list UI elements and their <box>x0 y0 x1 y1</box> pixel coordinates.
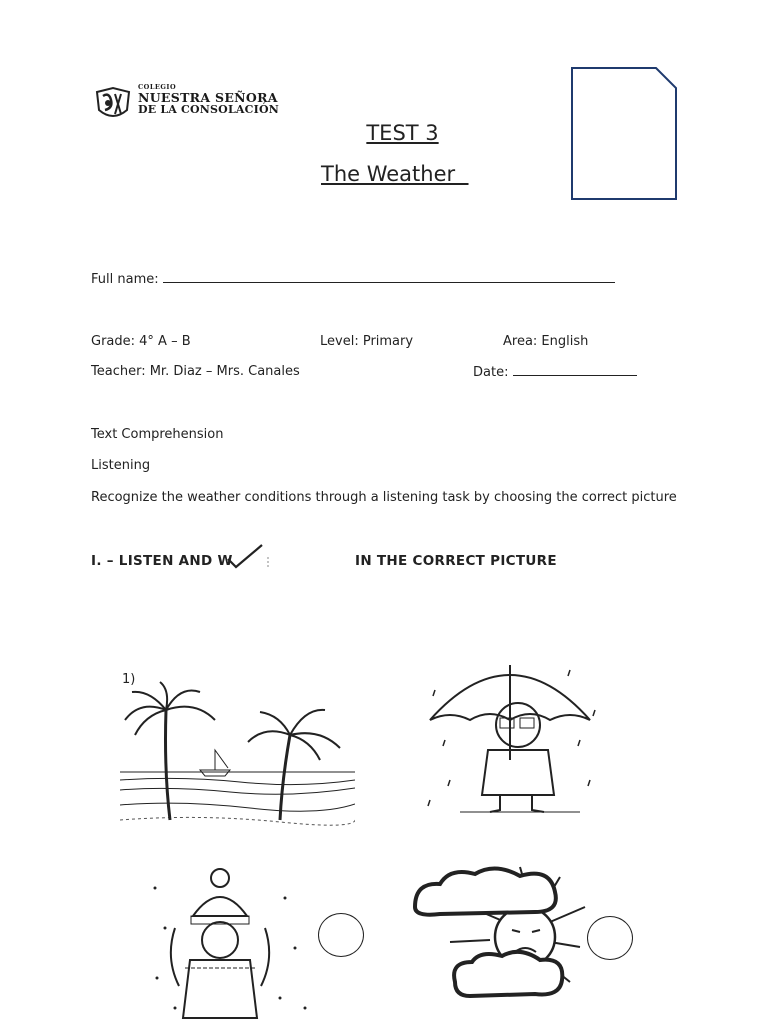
date-field[interactable] <box>473 364 637 380</box>
area-text: Area: English <box>503 334 589 349</box>
full-name-field[interactable] <box>91 271 615 287</box>
date-line[interactable] <box>513 364 637 376</box>
full-name-line[interactable] <box>163 271 615 283</box>
snowy-winter-picture[interactable] <box>145 868 325 1024</box>
school-name-line1: COLEGIO <box>138 83 177 91</box>
school-name <box>138 84 279 115</box>
section1-instruction-left: I. – LISTEN AND W <box>91 553 233 569</box>
school-crest-icon <box>91 84 133 124</box>
check-mark-icon <box>224 543 274 571</box>
grade-text: Grade: 4° A – B <box>91 334 191 349</box>
rainy-umbrella-picture[interactable] <box>420 650 605 820</box>
school-name-line2: NUESTRA SEÑORA <box>138 89 278 105</box>
school-name-line3: DE LA CONSOLACIÓN <box>138 102 279 116</box>
objective-text: Recognize the weather conditions through a listening task by choosing the correct picture <box>91 490 677 505</box>
skill-comprehension: Text Comprehension <box>91 427 224 442</box>
section1-instruction-right: IN THE CORRECT PICTURE <box>355 553 557 569</box>
date-label: Date: <box>473 365 509 380</box>
skill-listening: Listening <box>91 458 151 473</box>
teacher-text: Teacher: Mr. Diaz – Mrs. Canales <box>91 364 300 379</box>
photo-box <box>570 66 678 201</box>
answer-circle-3[interactable] <box>318 913 364 957</box>
item-number-1: 1) <box>122 672 136 687</box>
level-text: Level: Primary <box>320 334 414 349</box>
sun-clouds-picture[interactable] <box>410 862 615 1012</box>
full-name-label: Full name: <box>91 272 159 287</box>
answer-circle-4[interactable] <box>587 916 633 960</box>
beach-palm-trees-picture[interactable] <box>120 680 355 830</box>
test-subtitle: The Weather <box>321 162 469 186</box>
test-title: TEST 3 <box>366 121 439 145</box>
